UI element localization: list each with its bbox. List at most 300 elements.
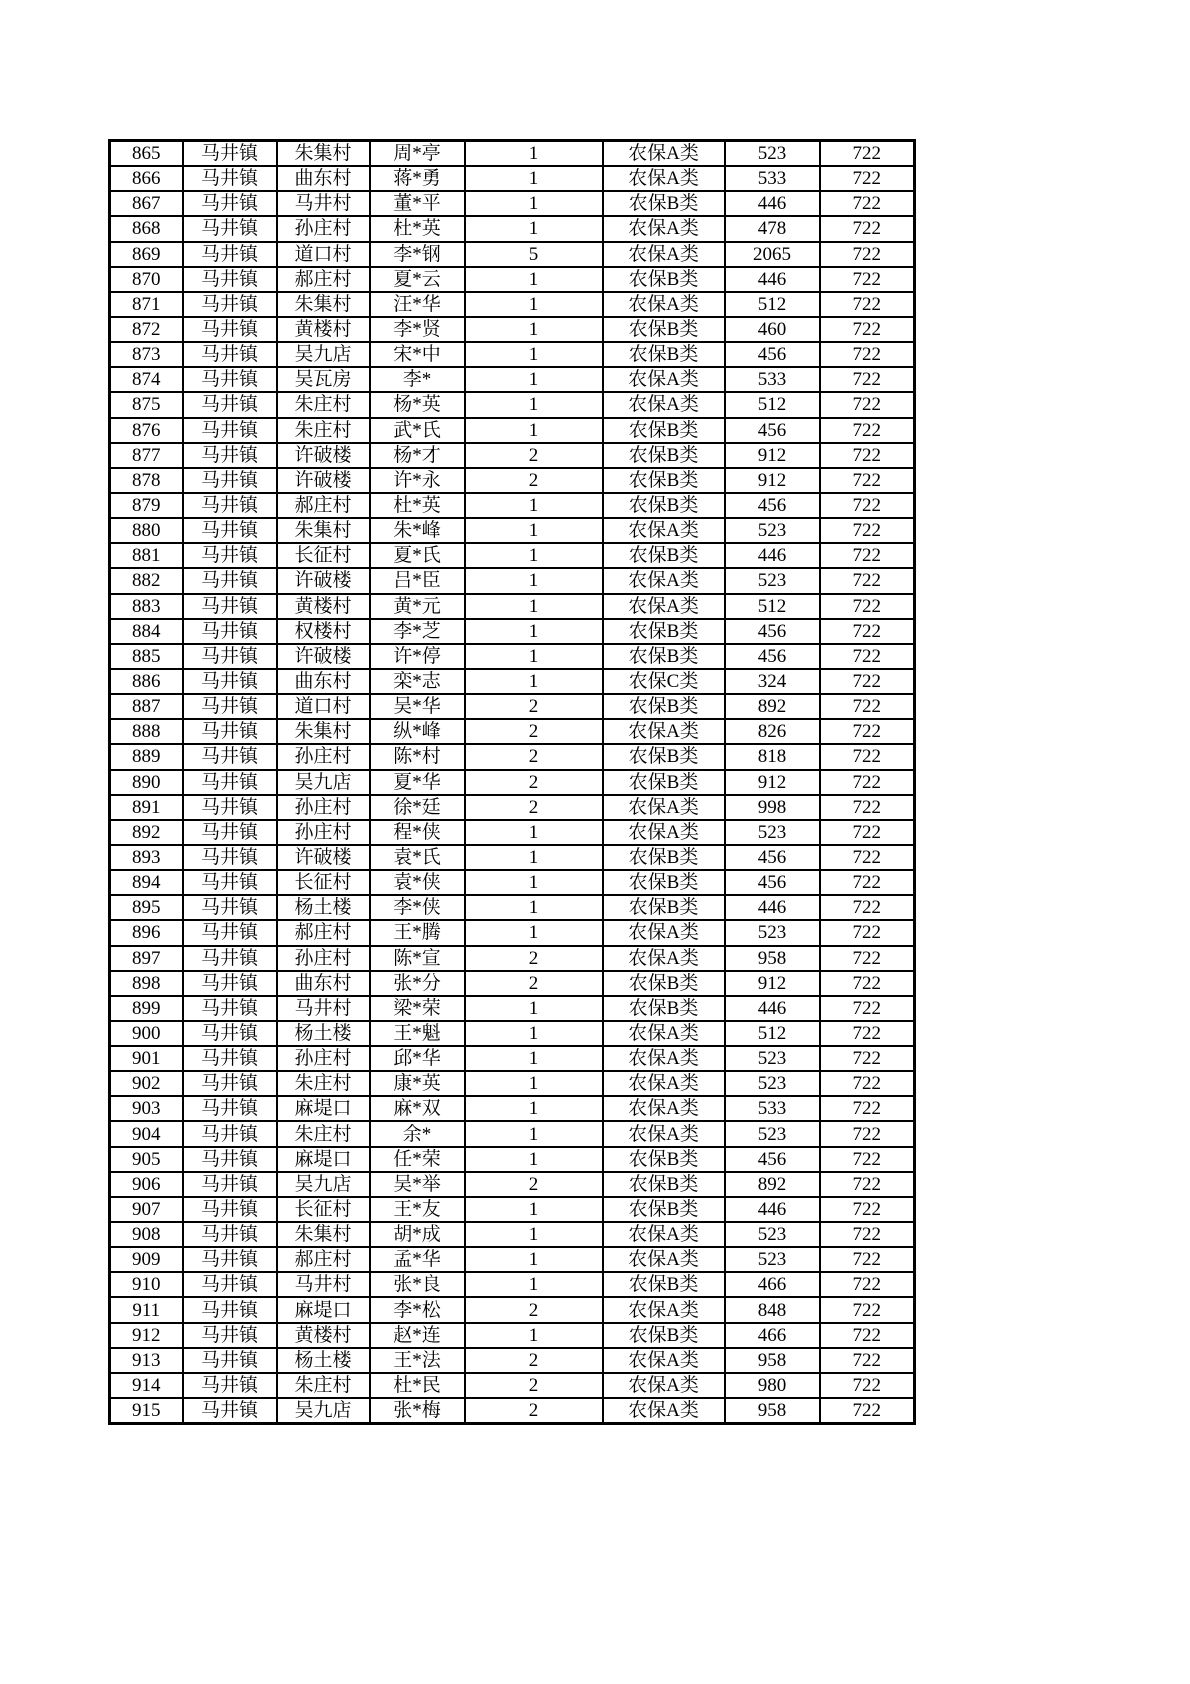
cell-town: 马井镇: [183, 1096, 277, 1121]
cell-row-no: 873: [110, 342, 183, 367]
cell-person-count: 2: [465, 971, 603, 996]
cell-insurance-category: 农保B类: [603, 845, 725, 870]
cell-person-count: 1: [465, 1247, 603, 1272]
cell-row-no: 878: [110, 468, 183, 493]
cell-person-count: 1: [465, 267, 603, 292]
cell-row-no: 903: [110, 1096, 183, 1121]
cell-amount: 456: [725, 845, 820, 870]
cell-amount: 523: [725, 820, 820, 845]
cell-insurance-category: 农保B类: [603, 744, 725, 769]
cell-person-count: 2: [465, 719, 603, 744]
cell-insurance-category: 农保A类: [603, 594, 725, 619]
cell-amount: 818: [725, 744, 820, 769]
table-row: [110, 1323, 915, 1348]
cell-insurance-category: 农保B类: [603, 1147, 725, 1172]
cell-insurance-category: 农保B类: [603, 468, 725, 493]
cell-row-no: 865: [110, 141, 183, 167]
table-row: [110, 870, 915, 895]
cell-town: 马井镇: [183, 141, 277, 167]
cell-person-name: 汪*华: [370, 292, 465, 317]
cell-person-count: 1: [465, 493, 603, 518]
cell-fixed-code: 722: [820, 1197, 915, 1222]
cell-town: 马井镇: [183, 870, 277, 895]
cell-amount: 523: [725, 141, 820, 167]
cell-town: 马井镇: [183, 1121, 277, 1146]
cell-fixed-code: 722: [820, 1071, 915, 1096]
cell-row-no: 885: [110, 644, 183, 669]
cell-village: 曲东村: [277, 669, 370, 694]
table-row: [110, 267, 915, 292]
cell-fixed-code: 722: [820, 568, 915, 593]
cell-town: 马井镇: [183, 770, 277, 795]
cell-person-name: 周*亭: [370, 141, 465, 167]
cell-person-name: 程*侠: [370, 820, 465, 845]
cell-row-no: 893: [110, 845, 183, 870]
cell-amount: 523: [725, 568, 820, 593]
cell-person-count: 1: [465, 1021, 603, 1046]
table-body: [110, 141, 915, 1424]
cell-village: 长征村: [277, 543, 370, 568]
cell-village: 道口村: [277, 694, 370, 719]
cell-village: 郝庄村: [277, 1247, 370, 1272]
cell-person-name: 杜*英: [370, 216, 465, 241]
cell-fixed-code: 722: [820, 669, 915, 694]
cell-person-count: 1: [465, 342, 603, 367]
cell-amount: 456: [725, 493, 820, 518]
cell-person-count: 1: [465, 1323, 603, 1348]
cell-row-no: 881: [110, 543, 183, 568]
table-row: [110, 1096, 915, 1121]
cell-insurance-category: 农保A类: [603, 920, 725, 945]
cell-person-name: 夏*华: [370, 770, 465, 795]
cell-person-count: 1: [465, 543, 603, 568]
cell-village: 杨土楼: [277, 895, 370, 920]
cell-insurance-category: 农保B类: [603, 895, 725, 920]
table-row: [110, 669, 915, 694]
cell-person-name: 杜*民: [370, 1373, 465, 1398]
cell-row-no: 914: [110, 1373, 183, 1398]
cell-person-name: 张*分: [370, 971, 465, 996]
cell-village: 杨土楼: [277, 1021, 370, 1046]
cell-village: 朱集村: [277, 141, 370, 167]
cell-village: 杨土楼: [277, 1348, 370, 1373]
cell-town: 马井镇: [183, 694, 277, 719]
cell-village: 朱庄村: [277, 1373, 370, 1398]
table-row: [110, 367, 915, 392]
cell-person-name: 胡*成: [370, 1222, 465, 1247]
cell-insurance-category: 农保B类: [603, 443, 725, 468]
cell-insurance-category: 农保A类: [603, 568, 725, 593]
table-row: [110, 1398, 915, 1424]
cell-row-no: 888: [110, 719, 183, 744]
cell-amount: 912: [725, 443, 820, 468]
cell-row-no: 892: [110, 820, 183, 845]
table-row: [110, 1021, 915, 1046]
cell-row-no: 872: [110, 317, 183, 342]
cell-row-no: 889: [110, 744, 183, 769]
cell-village: 长征村: [277, 1197, 370, 1222]
cell-amount: 980: [725, 1373, 820, 1398]
cell-row-no: 891: [110, 795, 183, 820]
cell-person-name: 杜*英: [370, 493, 465, 518]
cell-amount: 533: [725, 166, 820, 191]
table-row: [110, 694, 915, 719]
cell-fixed-code: 722: [820, 342, 915, 367]
cell-town: 马井镇: [183, 493, 277, 518]
cell-fixed-code: 722: [820, 1398, 915, 1424]
cell-person-name: 徐*廷: [370, 795, 465, 820]
cell-person-name: 朱*峰: [370, 518, 465, 543]
cell-insurance-category: 农保A类: [603, 1222, 725, 1247]
cell-amount: 523: [725, 1222, 820, 1247]
cell-row-no: 887: [110, 694, 183, 719]
cell-person-name: 李*松: [370, 1297, 465, 1322]
cell-village: 黄楼村: [277, 594, 370, 619]
cell-village: 黄楼村: [277, 1323, 370, 1348]
cell-village: 孙庄村: [277, 946, 370, 971]
cell-row-no: 879: [110, 493, 183, 518]
cell-town: 马井镇: [183, 418, 277, 443]
cell-amount: 456: [725, 342, 820, 367]
table-row: [110, 594, 915, 619]
cell-person-name: 许*永: [370, 468, 465, 493]
cell-fixed-code: 722: [820, 870, 915, 895]
cell-fixed-code: 722: [820, 493, 915, 518]
cell-row-no: 883: [110, 594, 183, 619]
cell-row-no: 886: [110, 669, 183, 694]
cell-insurance-category: 农保A类: [603, 242, 725, 267]
cell-fixed-code: 722: [820, 468, 915, 493]
table-row: [110, 845, 915, 870]
cell-row-no: 906: [110, 1172, 183, 1197]
cell-village: 许破楼: [277, 845, 370, 870]
cell-person-count: 2: [465, 795, 603, 820]
table-row: [110, 1297, 915, 1322]
cell-amount: 466: [725, 1272, 820, 1297]
cell-insurance-category: 农保A类: [603, 1046, 725, 1071]
cell-town: 马井镇: [183, 996, 277, 1021]
cell-person-count: 1: [465, 619, 603, 644]
cell-amount: 892: [725, 1172, 820, 1197]
cell-village: 朱庄村: [277, 392, 370, 417]
cell-fixed-code: 722: [820, 594, 915, 619]
cell-insurance-category: 农保B类: [603, 543, 725, 568]
cell-village: 孙庄村: [277, 820, 370, 845]
cell-insurance-category: 农保A类: [603, 946, 725, 971]
cell-insurance-category: 农保B类: [603, 619, 725, 644]
cell-insurance-category: 农保A类: [603, 719, 725, 744]
cell-fixed-code: 722: [820, 694, 915, 719]
cell-fixed-code: 722: [820, 820, 915, 845]
cell-row-no: 913: [110, 1348, 183, 1373]
cell-person-count: 1: [465, 367, 603, 392]
cell-fixed-code: 722: [820, 1272, 915, 1297]
cell-fixed-code: 722: [820, 418, 915, 443]
cell-village: 长征村: [277, 870, 370, 895]
cell-row-no: 901: [110, 1046, 183, 1071]
table-row: [110, 518, 915, 543]
table-row: [110, 795, 915, 820]
cell-person-count: 1: [465, 191, 603, 216]
table-row: [110, 543, 915, 568]
cell-amount: 446: [725, 543, 820, 568]
table-row: [110, 619, 915, 644]
cell-village: 孙庄村: [277, 216, 370, 241]
cell-fixed-code: 722: [820, 1096, 915, 1121]
cell-row-no: 909: [110, 1247, 183, 1272]
cell-insurance-category: 农保A类: [603, 820, 725, 845]
cell-person-count: 1: [465, 644, 603, 669]
cell-amount: 512: [725, 392, 820, 417]
cell-fixed-code: 722: [820, 392, 915, 417]
cell-person-name: 董*平: [370, 191, 465, 216]
table-row: [110, 1222, 915, 1247]
cell-fixed-code: 722: [820, 1046, 915, 1071]
cell-person-count: 2: [465, 1172, 603, 1197]
cell-row-no: 897: [110, 946, 183, 971]
cell-amount: 512: [725, 1021, 820, 1046]
table-row: [110, 770, 915, 795]
cell-amount: 523: [725, 1071, 820, 1096]
table-row: [110, 820, 915, 845]
cell-person-count: 1: [465, 166, 603, 191]
cell-fixed-code: 722: [820, 216, 915, 241]
cell-row-no: 912: [110, 1323, 183, 1348]
cell-insurance-category: 农保A类: [603, 1071, 725, 1096]
cell-town: 马井镇: [183, 1297, 277, 1322]
cell-insurance-category: 农保B类: [603, 317, 725, 342]
cell-village: 马井村: [277, 996, 370, 1021]
cell-person-name: 杨*英: [370, 392, 465, 417]
cell-village: 许破楼: [277, 644, 370, 669]
cell-town: 马井镇: [183, 518, 277, 543]
cell-town: 马井镇: [183, 1021, 277, 1046]
cell-amount: 826: [725, 719, 820, 744]
cell-town: 马井镇: [183, 1272, 277, 1297]
cell-person-name: 张*良: [370, 1272, 465, 1297]
cell-town: 马井镇: [183, 1398, 277, 1424]
cell-fixed-code: 722: [820, 895, 915, 920]
cell-person-name: 黄*元: [370, 594, 465, 619]
cell-fixed-code: 722: [820, 1323, 915, 1348]
cell-fixed-code: 722: [820, 1121, 915, 1146]
cell-fixed-code: 722: [820, 845, 915, 870]
table-row: [110, 920, 915, 945]
cell-amount: 912: [725, 971, 820, 996]
cell-fixed-code: 722: [820, 795, 915, 820]
cell-row-no: 868: [110, 216, 183, 241]
cell-amount: 523: [725, 920, 820, 945]
cell-town: 马井镇: [183, 191, 277, 216]
cell-town: 马井镇: [183, 1046, 277, 1071]
cell-amount: 958: [725, 1348, 820, 1373]
cell-village: 吴瓦房: [277, 367, 370, 392]
cell-village: 朱集村: [277, 292, 370, 317]
cell-town: 马井镇: [183, 845, 277, 870]
cell-row-no: 905: [110, 1147, 183, 1172]
table-row: [110, 141, 915, 167]
cell-person-count: 1: [465, 568, 603, 593]
cell-town: 马井镇: [183, 1247, 277, 1272]
cell-town: 马井镇: [183, 242, 277, 267]
cell-row-no: 900: [110, 1021, 183, 1046]
cell-person-name: 王*友: [370, 1197, 465, 1222]
table-row: [110, 1172, 915, 1197]
table-row: [110, 468, 915, 493]
cell-person-count: 1: [465, 1046, 603, 1071]
cell-insurance-category: 农保A类: [603, 1247, 725, 1272]
table-row: [110, 895, 915, 920]
cell-person-count: 1: [465, 1222, 603, 1247]
cell-insurance-category: 农保C类: [603, 669, 725, 694]
cell-insurance-category: 农保B类: [603, 1172, 725, 1197]
cell-person-name: 武*氏: [370, 418, 465, 443]
cell-fixed-code: 722: [820, 367, 915, 392]
cell-amount: 456: [725, 644, 820, 669]
cell-village: 曲东村: [277, 166, 370, 191]
cell-person-count: 1: [465, 1071, 603, 1096]
cell-town: 马井镇: [183, 1222, 277, 1247]
cell-insurance-category: 农保A类: [603, 1021, 725, 1046]
cell-village: 吴九店: [277, 342, 370, 367]
cell-village: 道口村: [277, 242, 370, 267]
table-row: [110, 1272, 915, 1297]
cell-town: 马井镇: [183, 1348, 277, 1373]
cell-person-count: 1: [465, 845, 603, 870]
cell-insurance-category: 农保A类: [603, 1348, 725, 1373]
table-row: [110, 292, 915, 317]
table-row: [110, 568, 915, 593]
cell-village: 朱庄村: [277, 1071, 370, 1096]
cell-village: 吴九店: [277, 770, 370, 795]
cell-village: 朱庄村: [277, 418, 370, 443]
table-row: [110, 1348, 915, 1373]
cell-row-no: 870: [110, 267, 183, 292]
cell-insurance-category: 农保A类: [603, 1398, 725, 1424]
cell-person-name: 纵*峰: [370, 719, 465, 744]
cell-insurance-category: 农保A类: [603, 795, 725, 820]
cell-row-no: 869: [110, 242, 183, 267]
cell-person-name: 蒋*勇: [370, 166, 465, 191]
cell-row-no: 871: [110, 292, 183, 317]
cell-person-name: 赵*连: [370, 1323, 465, 1348]
table-row: [110, 719, 915, 744]
cell-fixed-code: 722: [820, 141, 915, 167]
table-row: [110, 216, 915, 241]
cell-row-no: 877: [110, 443, 183, 468]
cell-fixed-code: 722: [820, 518, 915, 543]
cell-amount: 998: [725, 795, 820, 820]
cell-insurance-category: 农保B类: [603, 1197, 725, 1222]
cell-person-name: 袁*氏: [370, 845, 465, 870]
cell-person-name: 袁*侠: [370, 870, 465, 895]
cell-village: 麻堤口: [277, 1297, 370, 1322]
cell-amount: 456: [725, 619, 820, 644]
cell-amount: 478: [725, 216, 820, 241]
cell-insurance-category: 农保A类: [603, 392, 725, 417]
cell-village: 孙庄村: [277, 1046, 370, 1071]
table-row: [110, 1071, 915, 1096]
table-row: [110, 166, 915, 191]
cell-person-name: 余*: [370, 1121, 465, 1146]
cell-amount: 466: [725, 1323, 820, 1348]
cell-row-no: 902: [110, 1071, 183, 1096]
cell-village: 吴九店: [277, 1398, 370, 1424]
cell-amount: 446: [725, 267, 820, 292]
cell-person-count: 1: [465, 1121, 603, 1146]
table-row: [110, 946, 915, 971]
cell-village: 朱集村: [277, 719, 370, 744]
table-row: [110, 996, 915, 1021]
cell-person-name: 王*腾: [370, 920, 465, 945]
cell-person-count: 2: [465, 1297, 603, 1322]
cell-person-count: 1: [465, 141, 603, 167]
cell-person-count: 2: [465, 744, 603, 769]
table-row: [110, 744, 915, 769]
cell-row-no: 875: [110, 392, 183, 417]
cell-town: 马井镇: [183, 920, 277, 945]
cell-village: 马井村: [277, 1272, 370, 1297]
cell-person-name: 杨*才: [370, 443, 465, 468]
cell-person-count: 1: [465, 895, 603, 920]
cell-row-no: 866: [110, 166, 183, 191]
cell-person-name: 邱*华: [370, 1046, 465, 1071]
cell-village: 郝庄村: [277, 493, 370, 518]
cell-person-count: 1: [465, 870, 603, 895]
cell-row-no: 911: [110, 1297, 183, 1322]
cell-fixed-code: 722: [820, 191, 915, 216]
cell-town: 马井镇: [183, 292, 277, 317]
cell-person-name: 任*荣: [370, 1147, 465, 1172]
cell-fixed-code: 722: [820, 644, 915, 669]
cell-insurance-category: 农保A类: [603, 216, 725, 241]
cell-village: 朱集村: [277, 1222, 370, 1247]
cell-row-no: 884: [110, 619, 183, 644]
cell-person-name: 王*魁: [370, 1021, 465, 1046]
cell-town: 马井镇: [183, 1197, 277, 1222]
cell-person-name: 夏*氏: [370, 543, 465, 568]
cell-amount: 912: [725, 468, 820, 493]
cell-amount: 533: [725, 1096, 820, 1121]
cell-fixed-code: 722: [820, 166, 915, 191]
cell-person-count: 2: [465, 468, 603, 493]
table-row: [110, 392, 915, 417]
cell-person-count: 1: [465, 920, 603, 945]
cell-person-count: 1: [465, 820, 603, 845]
cell-row-no: 910: [110, 1272, 183, 1297]
cell-amount: 324: [725, 669, 820, 694]
cell-amount: 460: [725, 317, 820, 342]
cell-amount: 2065: [725, 242, 820, 267]
cell-row-no: 874: [110, 367, 183, 392]
cell-village: 孙庄村: [277, 795, 370, 820]
cell-row-no: 907: [110, 1197, 183, 1222]
cell-amount: 446: [725, 996, 820, 1021]
payment-table: [108, 139, 916, 1425]
cell-insurance-category: 农保B类: [603, 1323, 725, 1348]
cell-village: 曲东村: [277, 971, 370, 996]
cell-fixed-code: 722: [820, 1348, 915, 1373]
table-row: [110, 1121, 915, 1146]
cell-town: 马井镇: [183, 820, 277, 845]
cell-row-no: 915: [110, 1398, 183, 1424]
cell-insurance-category: 农保A类: [603, 367, 725, 392]
cell-row-no: 867: [110, 191, 183, 216]
cell-person-name: 康*英: [370, 1071, 465, 1096]
cell-village: 许破楼: [277, 443, 370, 468]
cell-insurance-category: 农保A类: [603, 166, 725, 191]
table-row: [110, 317, 915, 342]
